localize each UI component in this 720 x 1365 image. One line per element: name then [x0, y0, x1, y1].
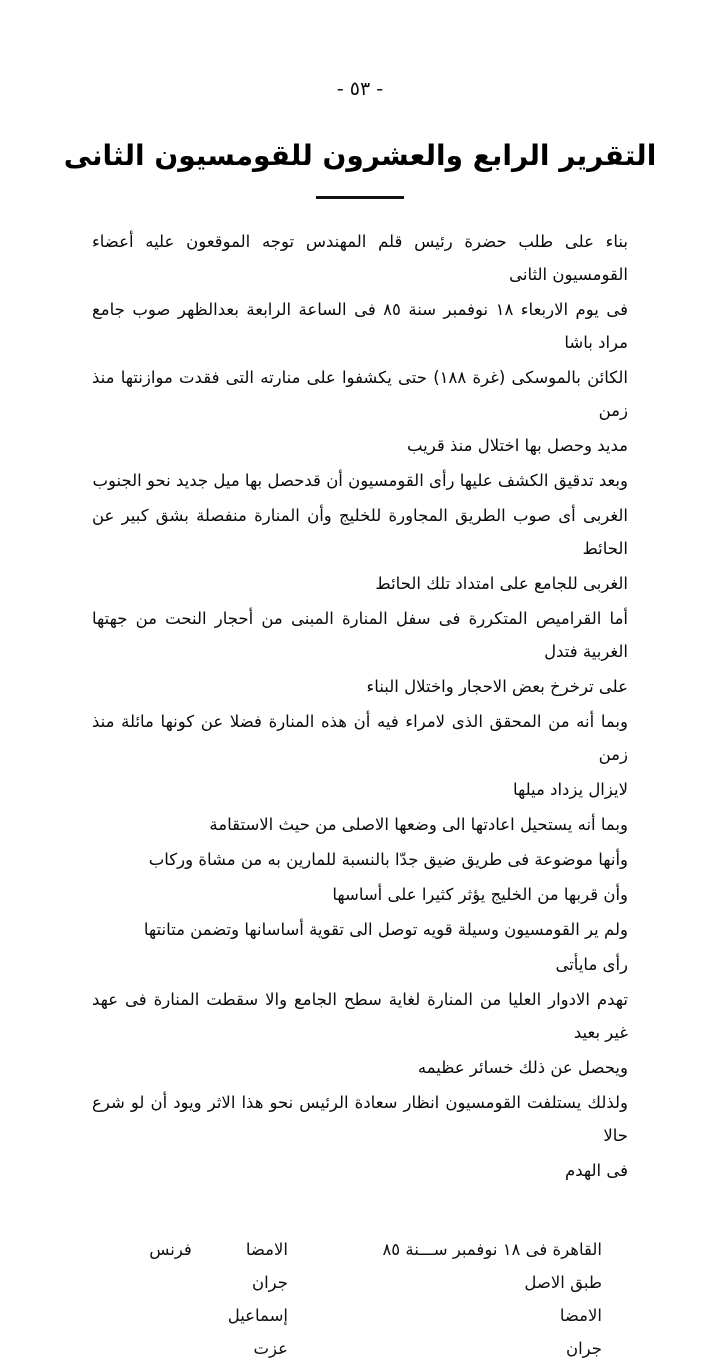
signature-certification: طبق الاصل	[524, 1273, 602, 1293]
body-line: وأن قربها من الخليج يؤثر كثيرا على أساسها	[332, 885, 628, 905]
body-line: فى الهدم	[565, 1161, 628, 1181]
document-page	[0, 78, 720, 1359]
document-body	[92, 225, 628, 1187]
signature-name: عزت	[253, 1339, 288, 1359]
body-line: فى يوم الاربعاء ١٨ نوفمبر سنة ٨٥ فى الساعة الرابعة بعدالظهر صوب جامع مراد باشا	[92, 300, 628, 353]
signature-column-left	[118, 1233, 288, 1365]
signature-column-right	[352, 1233, 602, 1365]
signature-block	[118, 1233, 602, 1365]
body-line: الغربى للجامع على امتداد تلك الحائط	[375, 574, 628, 594]
body-line: وبعد تدقيق الكشف عليها رأى القومسيون أن قدحصل بها ميل جديد نحو الجنوب	[92, 471, 628, 491]
body-line: أما القراميص المتكررة فى سفل المنارة المبنى من أحجار النحت من جهتها الغربية فتدل	[92, 609, 628, 662]
signature-name: إسماعيل	[227, 1306, 288, 1326]
page-number: - ٥٣ -	[336, 78, 384, 100]
body-line: وأنها موضوعة فى طريق ضيق جدّا بالنسبة للمارين به من مشاة وركاب	[148, 850, 628, 870]
signature-name: جران	[565, 1339, 602, 1359]
signature-label: الامضا	[559, 1306, 602, 1326]
signature-date: القاهرة فى ١٨ نوفمبر ســـنة ٨٥	[382, 1240, 602, 1260]
body-line: ويحصل عن ذلك خسائر عظيمه	[417, 1058, 628, 1078]
body-line: لايزال يزداد ميلها	[512, 780, 628, 800]
body-line: ولم ير القومسيون وسيلة قويه توصل الى تقوية أساسانها وتضمن متانتها	[143, 920, 628, 940]
body-line: وبما أنه يستحيل اعادتها الى وضعها الاصلى من حيث الاستقامة	[209, 815, 628, 835]
signature-label: الامضا	[245, 1240, 288, 1260]
title-divider	[316, 196, 404, 199]
signature-name: جران	[251, 1273, 288, 1293]
body-line: مديد وحصل بها اختلال منذ قريب	[406, 436, 628, 456]
body-line: تهدم الادوار العليا من المنارة لغاية سطح الجامع والا سقطت المنارة فى عهد غير بعيد	[92, 990, 628, 1043]
body-line: الغربى أى صوب الطريق المجاورة للخليج وأن المنارة منفصلة بشق كبير عن الحائط	[92, 506, 628, 559]
page-title: التقرير الرابع والعشرون للقومسيون الثانى	[63, 139, 657, 172]
body-line: الكائن بالموسكى (غرة ١٨٨) حتى يكشفوا على منارته التى فقدت موازنتها منذ زمن	[92, 368, 628, 421]
body-line: ولذلك يستلفت القومسيون انظار سعادة الرئيس نحو هذا الاثر ويود أن لو شرع حالا	[92, 1093, 628, 1146]
signature-row	[118, 1233, 288, 1266]
body-line: على ترخرخ بعض الاحجار واختلال البناء	[366, 677, 628, 697]
body-line: وبما أنه من المحقق الذى لامراء فيه أن هذه المنارة فضلا عن كونها مائلة منذ زمن	[92, 712, 628, 765]
body-line: رأى مايأتى	[555, 955, 628, 975]
signature-name: فرنس	[149, 1240, 192, 1260]
body-line: بناء على طلب حضرة رئيس قلم المهندس توجه الموقعون عليه أعضاء القومسيون الثانى	[92, 232, 628, 285]
